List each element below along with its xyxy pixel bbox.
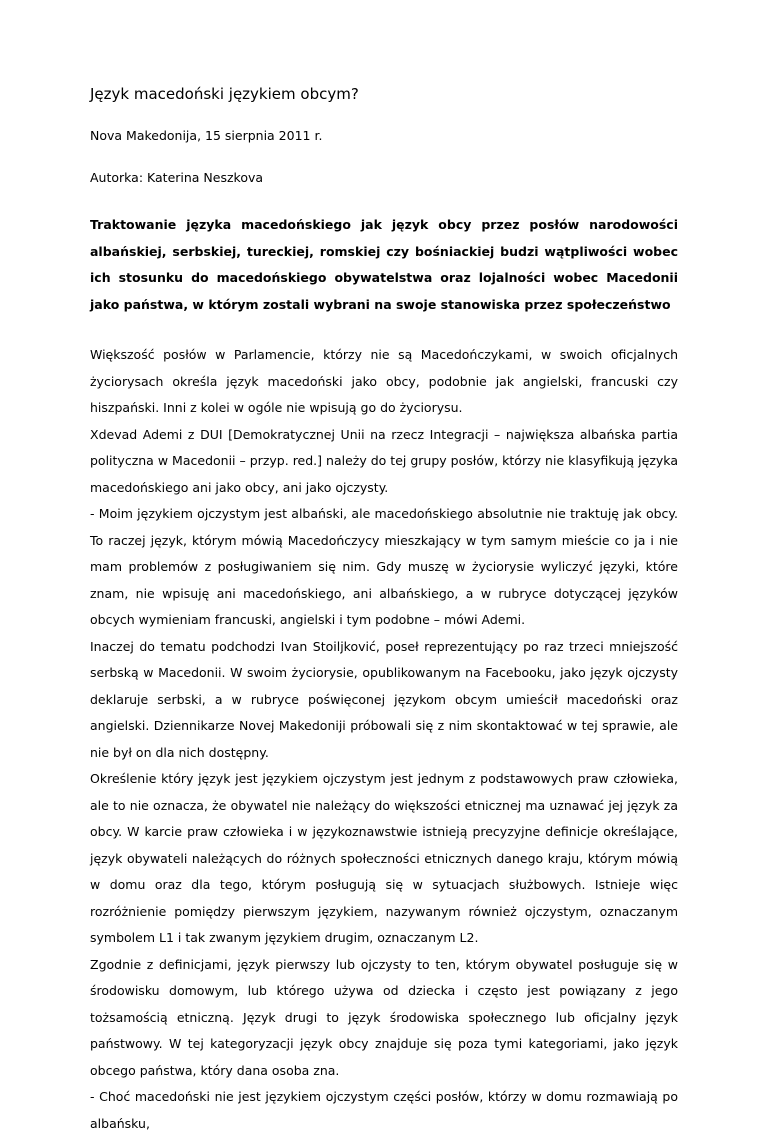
lead-paragraph: Traktowanie języka macedońskiego jak język obcy przez posłów narodowości albańskiej, serbskiej, tureckiej, romskiej czy bośniackiej budzi wątpliwości wobec ich stosunku do macedońskiego obywatelstwa oraz lojalności wobec Macedonii jako państwa, w którym zostali wybrani na swoje stanowiska przez społeczeństwo (90, 217, 678, 312)
quote-paragraph: - Moim językiem ojczystym jest albański, ale macedońskiego absolutnie nie traktuję jak obcy. To raczej język, którym mówią Macedończycy mieszkający w tym samym mieście co ja i nie mam problemów z posługiwaniem się nim. Gdy muszę w życiorysie wyliczyć języki, które znam, nie wpisuję ani macedońskiego, ani albańskiego, a w rubryce dotyczącej języków obcych wymieniam francuski, angielski i tym podobne – mówi Ademi. (90, 506, 678, 627)
source-line: Nova Makedonija, 15 sierpnia 2011 r. (90, 128, 323, 143)
body-paragraph: Zgodnie z definicjami, język pierwszy lub ojczysty to ten, którym obywatel posługuje się w środowisku domowym, lub którego używa od dziecka i często jest powiązany z jego tożsamością etniczną. Język drugi to język środowiska społecznego lub oficjalny język państwowy. W tej kategoryzacji język obcy znajduje się poza tymi kategoriami, jako język obcego państwa, który dana osoba zna. (90, 956, 678, 1078)
body-paragraph: Xdevad Ademi z DUI [Demokratycznej Unii na rzecz Integracji – największa albańska partia polityczna w Macedonii – przyp. red.] należy do tej grupy posłów, którzy nie klasyfikują języka macedońskiego ani jako obcy, ani jako ojczysty. (90, 426, 678, 495)
body-paragraph: Inaczej do tematu podchodzi Ivan Stoiljković, poseł reprezentujący po raz trzeci mniejszość serbską w Macedonii. W swoim życiorysie, opublikowanym na Facebooku, jako język ojczysty deklaruje serbski, a w rubryce poświęconej językom obcym umieścił macedoński oraz angielski. Dziennikarze Novej Makedoniji próbowali się z nim skontaktować w tej sprawie, ale nie był on dla nich dostępny. (90, 638, 678, 760)
author-line: Autorka: Katerina Neszkova (90, 170, 264, 185)
body-paragraph: Większość posłów w Parlamencie, którzy nie są Macedończykami, w swoich oficjalnych życiorysach określa język macedoński jako obcy, podobnie jak angielski, francuski czy hiszpański. Inni z kolei w ogóle nie wpisują go do życiorysu. (90, 347, 678, 415)
quote-paragraph: - Choć macedoński nie jest językiem ojczystym części posłów, którzy w domu rozmawiają po albańsku, (90, 1089, 678, 1131)
document-title: Język macedoński językiem obcym? (90, 85, 359, 103)
body-paragraph: Określenie który język jest językiem ojczystym jest jednym z podstawowych praw człowieka, ale to nie oznacza, że obywatel nie należący do większości etnicznej ma uznawać jej język za obcy. W karcie praw człowieka i w językoznawstwie istnieją precyzyjne definicje określające, język obywateli należących do różnych społeczności etnicznych danego kraju, którym mówią w domu oraz dla tego, którym posługują się w sytuacjach służbowych. Istnieje więc rozróżnienie pomiędzy pierwszym językiem, nazywanym również ojczystym, oznaczanym symbolem L1 i tak zwanym językiem drugim, oznaczanym L2. (90, 771, 678, 945)
